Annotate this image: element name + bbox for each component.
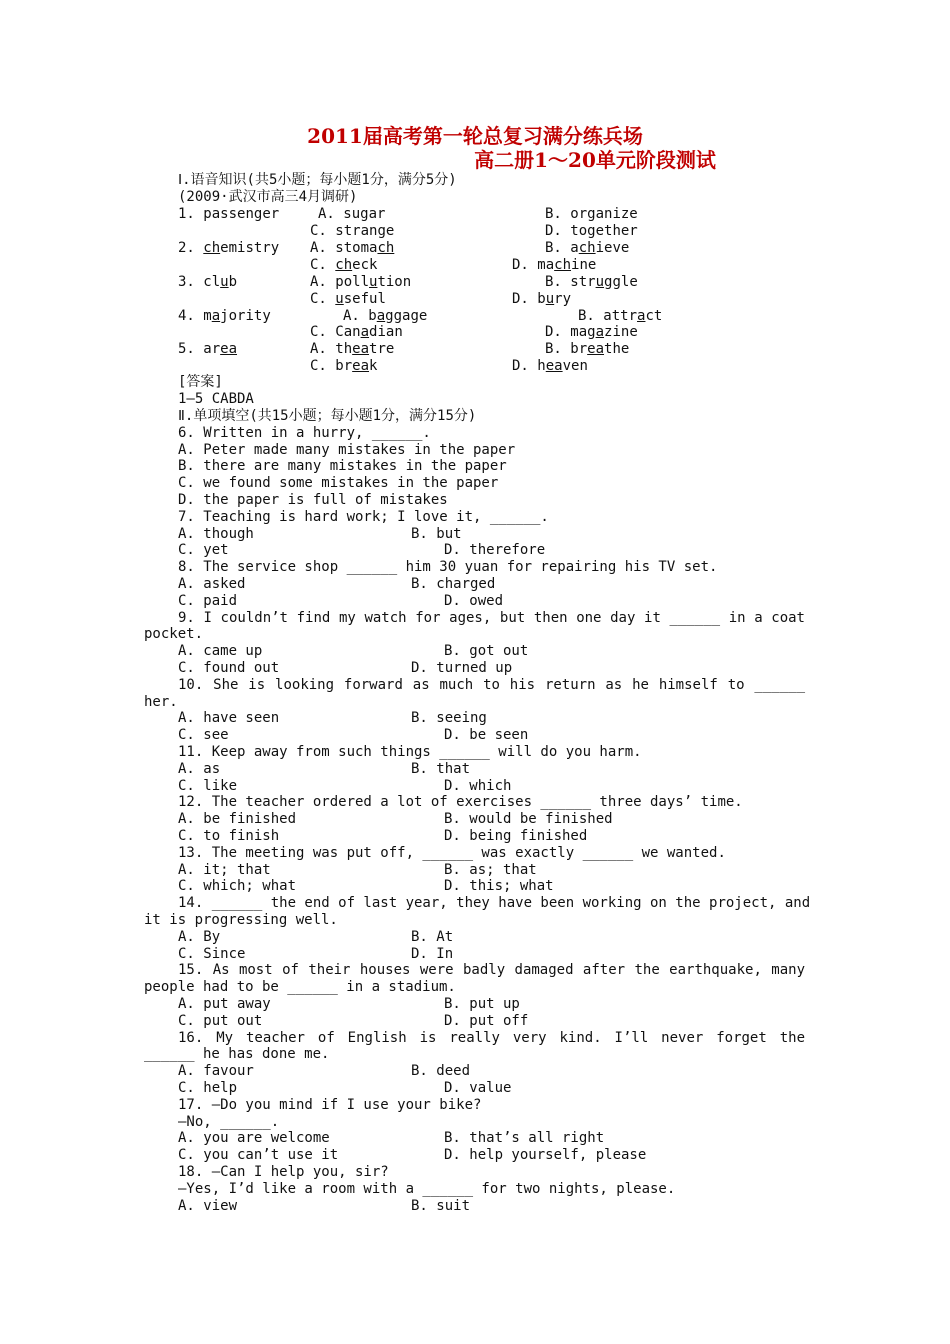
option-c: C. yet — [178, 542, 229, 558]
option-b: B. put up — [444, 996, 520, 1012]
option-d: D. heaven — [512, 358, 588, 374]
option-d: D. help yourself, please — [444, 1147, 647, 1163]
option-b: B. that’s all right — [444, 1130, 605, 1146]
option-c: C. strange — [310, 223, 395, 239]
phonetics-question: 4. majority — [178, 308, 271, 324]
phonetics-question: 5. area — [178, 341, 238, 357]
option-d: D. put off — [444, 1013, 529, 1029]
option-a: A. stomach — [310, 240, 395, 256]
question-stem: 13. The meeting was put off, ______ was exactly ______ we wanted. — [178, 845, 726, 861]
option-a: A. By — [178, 929, 221, 945]
option-a: A. came up — [178, 643, 263, 659]
document-title: 2011届高考第一轮总复习满分练兵场 — [307, 124, 643, 148]
option-a: A. have seen — [178, 710, 280, 726]
option-c: C. found out — [178, 660, 280, 676]
question-stem: 18. —Can I help you, sir? — [178, 1164, 389, 1180]
phonetics-question: 1. passenger — [178, 206, 280, 222]
option-b: B. achieve — [545, 240, 630, 256]
question-stem: 9. I couldn’t find my watch for ages, but then one day it ______ in a coat — [178, 610, 805, 626]
option-b: B. charged — [411, 576, 496, 592]
section-heading: Ⅱ.单项填空(共15小题；每小题1分，满分15分) — [178, 408, 477, 424]
question-stem: 7. Teaching is hard work; I love it, ______. — [178, 509, 549, 525]
question-stem-continued: ______ he has done me. — [144, 1046, 330, 1062]
option-b: B. organize — [545, 206, 638, 222]
option-a: A. be finished — [178, 811, 297, 827]
option-b: B. there are many mistakes in the paper — [178, 458, 507, 474]
option-a: A. asked — [178, 576, 246, 592]
question-stem: 15. As most of their houses were badly damaged after the earthquake, many — [178, 962, 805, 978]
option-b: B. deed — [411, 1063, 471, 1079]
phonetics-question: 2. chemistry — [178, 240, 280, 256]
option-c: C. break — [310, 358, 378, 374]
question-stem: 6. Written in a hurry, ______. — [178, 425, 431, 441]
option-a: A. Peter made many mistakes in the paper — [178, 442, 516, 458]
question-stem: 10. She is looking forward as much to his return as he himself to ______ — [178, 677, 805, 693]
option-d: D. therefore — [444, 542, 546, 558]
option-c: C. see — [178, 727, 229, 743]
option-b: B. seeing — [411, 710, 487, 726]
option-c: C. you can’t use it — [178, 1147, 339, 1163]
option-c: C. check — [310, 257, 378, 273]
option-d: D. together — [545, 223, 638, 239]
question-stem: 14. ______ the end of last year, they have been working on the project, and — [178, 895, 811, 911]
option-b: B. would be finished — [444, 811, 613, 827]
option-a: A. though — [178, 526, 254, 542]
option-d: D. bury — [512, 291, 572, 307]
option-d: D. value — [444, 1080, 512, 1096]
question-stem: 16. My teacher of English is really very kind. I’ll never forget the — [178, 1030, 805, 1046]
option-d: D. the paper is full of mistakes — [178, 492, 448, 508]
question-stem-continued: it is progressing well. — [144, 912, 338, 928]
question-stem-continued: —Yes, I’d like a room with a ______ for two nights, please. — [178, 1181, 676, 1197]
question-stem-continued: her. — [144, 694, 178, 710]
option-d: D. magazine — [545, 324, 638, 340]
option-c: C. paid — [178, 593, 238, 609]
option-d: D. this; what — [444, 878, 554, 894]
question-stem-continued: —No, ______. — [178, 1114, 280, 1130]
phonetics-question: 3. club — [178, 274, 238, 290]
option-c: C. Since — [178, 946, 246, 962]
option-b: B. as; that — [444, 862, 537, 878]
option-b: B. breathe — [545, 341, 630, 357]
option-d: D. owed — [444, 593, 504, 609]
option-c: C. like — [178, 778, 238, 794]
section-heading: Ⅰ.语音知识(共5小题；每小题1分，满分5分) — [178, 172, 457, 188]
question-stem: 12. The teacher ordered a lot of exercises ______ three days’ time. — [178, 794, 743, 810]
option-a: A. put away — [178, 996, 271, 1012]
option-d: D. be seen — [444, 727, 529, 743]
option-a: A. you are welcome — [178, 1130, 330, 1146]
option-a: A. baggage — [343, 308, 428, 324]
answer-label: [答案] — [178, 374, 223, 390]
option-a: A. view — [178, 1198, 238, 1214]
option-a: A. theatre — [310, 341, 395, 357]
option-d: D. being finished — [444, 828, 588, 844]
option-b: B. but — [411, 526, 462, 542]
question-stem: 11. Keep away from such things ______ will do you harm. — [178, 744, 642, 760]
option-c: C. put out — [178, 1013, 263, 1029]
answer-key: 1—5 CABDA — [178, 391, 254, 407]
question-stem-continued: pocket. — [144, 626, 204, 642]
option-d: D. machine — [512, 257, 597, 273]
option-c: C. help — [178, 1080, 238, 1096]
option-c: C. useful — [310, 291, 386, 307]
option-c: C. which; what — [178, 878, 297, 894]
option-d: D. turned up — [411, 660, 513, 676]
option-a: A. pollution — [310, 274, 412, 290]
option-c: C. we found some mistakes in the paper — [178, 475, 499, 491]
option-a: A. as — [178, 761, 221, 777]
option-a: A. it; that — [178, 862, 271, 878]
option-b: B. that — [411, 761, 471, 777]
option-d: D. which — [444, 778, 512, 794]
option-d: D. In — [411, 946, 454, 962]
option-b: B. suit — [411, 1198, 471, 1214]
option-c: C. to finish — [178, 828, 280, 844]
document-subtitle: 高二册1～20单元阶段测试 — [474, 148, 716, 172]
option-a: A. sugar — [318, 206, 386, 222]
section-source: (2009·武汉市高三4月调研) — [178, 189, 358, 205]
question-stem-continued: people had to be ______ in a stadium. — [144, 979, 456, 995]
option-c: C. Canadian — [310, 324, 403, 340]
option-b: B. got out — [444, 643, 529, 659]
option-b: B. attract — [578, 308, 663, 324]
question-stem: 17. —Do you mind if I use your bike? — [178, 1097, 482, 1113]
question-stem: 8. The service shop ______ him 30 yuan for repairing his TV set. — [178, 559, 718, 575]
option-b: B. struggle — [545, 274, 638, 290]
option-b: B. At — [411, 929, 454, 945]
option-a: A. favour — [178, 1063, 254, 1079]
